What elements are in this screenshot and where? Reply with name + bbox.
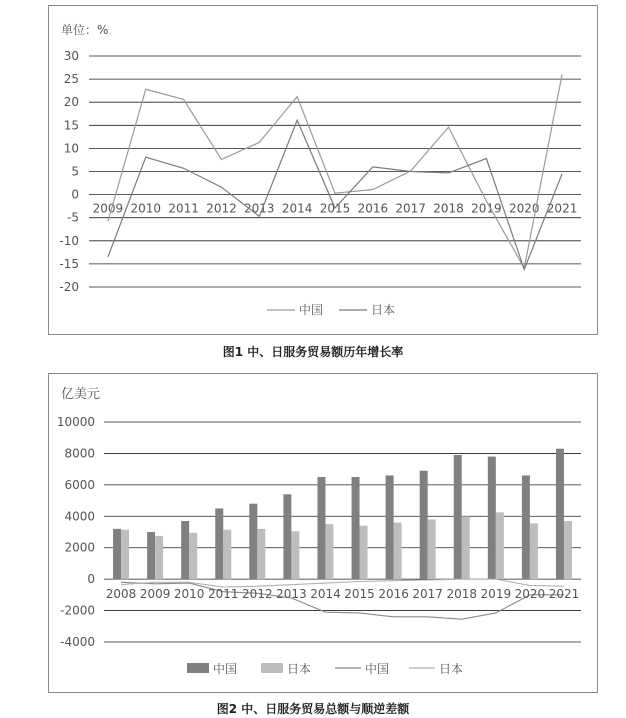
- bar-china-2013: [283, 494, 291, 579]
- legend-label: 中国: [213, 662, 238, 676]
- x-tick-label: 2021: [548, 587, 580, 602]
- bar-japan-2009: [155, 536, 163, 579]
- x-tick-label: 2021: [546, 201, 578, 216]
- growth-rate-line-chart: [49, 6, 597, 334]
- y-tick-label: 25: [63, 72, 79, 87]
- y-tick-label: 4000: [64, 509, 95, 524]
- legend-label: 中国: [365, 662, 390, 676]
- bar-japan-2014: [325, 524, 333, 579]
- x-tick-label: 2019: [471, 201, 502, 216]
- unit-label: 单位：%: [61, 23, 109, 37]
- bar-china-2011: [215, 508, 223, 579]
- x-tick-label: 2018: [433, 201, 464, 216]
- y-tick-label: 10000: [56, 415, 95, 429]
- bar-china-2020: [522, 475, 530, 579]
- y-tick-label: 8000: [64, 446, 95, 461]
- x-tick-label: 2014: [281, 201, 313, 216]
- bar-china-2010: [181, 521, 189, 579]
- bar-china-2014: [317, 477, 325, 579]
- bar-japan-2020: [530, 523, 538, 579]
- bar-china-2021: [556, 449, 564, 579]
- y-tick-label: 0: [71, 187, 79, 202]
- x-tick-label: 2012: [206, 201, 237, 216]
- bar-japan-2012: [257, 529, 265, 579]
- y-tick-label: -20: [59, 280, 79, 294]
- legend-label: 中国: [299, 303, 324, 317]
- legend-label: 日本: [287, 662, 312, 676]
- x-tick-label: 2010: [130, 201, 162, 216]
- x-tick-label: 2020: [514, 587, 546, 602]
- unit-label: 亿美元: [61, 387, 101, 402]
- bar-japan-2018: [462, 516, 470, 579]
- x-tick-label: 2020: [508, 201, 540, 216]
- legend-swatch-japan-bar: [261, 663, 283, 673]
- x-tick-label: 2017: [412, 587, 443, 602]
- x-tick-label: 2019: [480, 587, 512, 602]
- bar-japan-2015: [360, 526, 368, 579]
- bar-china-2012: [249, 504, 257, 579]
- figure2-caption: 图2 中、日服务贸易总额与顺逆差额: [216, 702, 410, 716]
- y-tick-label: -10: [59, 233, 79, 248]
- bar-japan-2019: [496, 512, 504, 579]
- bar-japan-2010: [189, 533, 197, 579]
- y-tick-label: 15: [63, 118, 79, 133]
- x-tick-label: 2015: [319, 201, 351, 216]
- trade-volume-chart-panel: [48, 373, 598, 693]
- y-tick-label: 5: [71, 164, 79, 179]
- x-tick-label: 2011: [207, 587, 239, 602]
- bar-japan-2008: [121, 530, 129, 580]
- y-tick-label: 6000: [64, 477, 95, 492]
- bar-china-2016: [386, 475, 394, 579]
- bar-japan-2016: [394, 523, 402, 580]
- x-tick-label: 2011: [168, 201, 199, 216]
- figure1-caption: 图1 中、日服务贸易额历年增长率: [222, 345, 404, 359]
- y-tick-label: -4000: [60, 635, 95, 649]
- y-tick-label: -15: [59, 256, 79, 271]
- bar-china-2009: [147, 532, 155, 579]
- x-tick-label: 2008: [105, 587, 137, 602]
- legend-label: 日本: [371, 303, 396, 317]
- x-tick-label: 2013: [244, 201, 275, 216]
- bar-china-2008: [113, 529, 121, 579]
- bar-japan-2021: [564, 521, 572, 579]
- y-tick-label: 20: [63, 95, 79, 110]
- x-tick-label: 2017: [395, 201, 426, 216]
- legend-label: 日本: [439, 662, 464, 676]
- y-tick-label: 2000: [64, 540, 95, 555]
- trade-volume-bar-chart: [49, 374, 597, 692]
- y-tick-label: -2000: [60, 603, 95, 618]
- y-tick-label: 30: [63, 49, 79, 63]
- bar-japan-2011: [223, 530, 231, 580]
- x-tick-label: 2013: [276, 587, 307, 602]
- x-tick-label: 2010: [173, 587, 205, 602]
- x-tick-label: 2015: [344, 587, 375, 602]
- x-tick-label: 2012: [242, 587, 273, 602]
- bar-japan-2013: [291, 531, 299, 579]
- y-tick-label: 10: [63, 141, 79, 156]
- x-tick-label: 2014: [310, 587, 341, 602]
- x-tick-label: 2016: [378, 587, 409, 602]
- bar-china-2017: [420, 471, 428, 579]
- growth-rate-chart-panel: [48, 5, 598, 335]
- y-tick-label: 0: [87, 572, 95, 587]
- x-tick-label: 2018: [446, 587, 478, 602]
- bar-japan-2017: [428, 519, 436, 579]
- x-tick-label: 2009: [139, 587, 171, 602]
- bar-china-2019: [488, 457, 496, 580]
- y-tick-label: -5: [67, 210, 79, 225]
- bar-china-2018: [454, 455, 462, 579]
- legend-swatch-china-bar: [187, 663, 209, 673]
- x-tick-label: 2009: [92, 201, 124, 216]
- bar-china-2015: [352, 477, 360, 579]
- x-tick-label: 2016: [357, 201, 389, 216]
